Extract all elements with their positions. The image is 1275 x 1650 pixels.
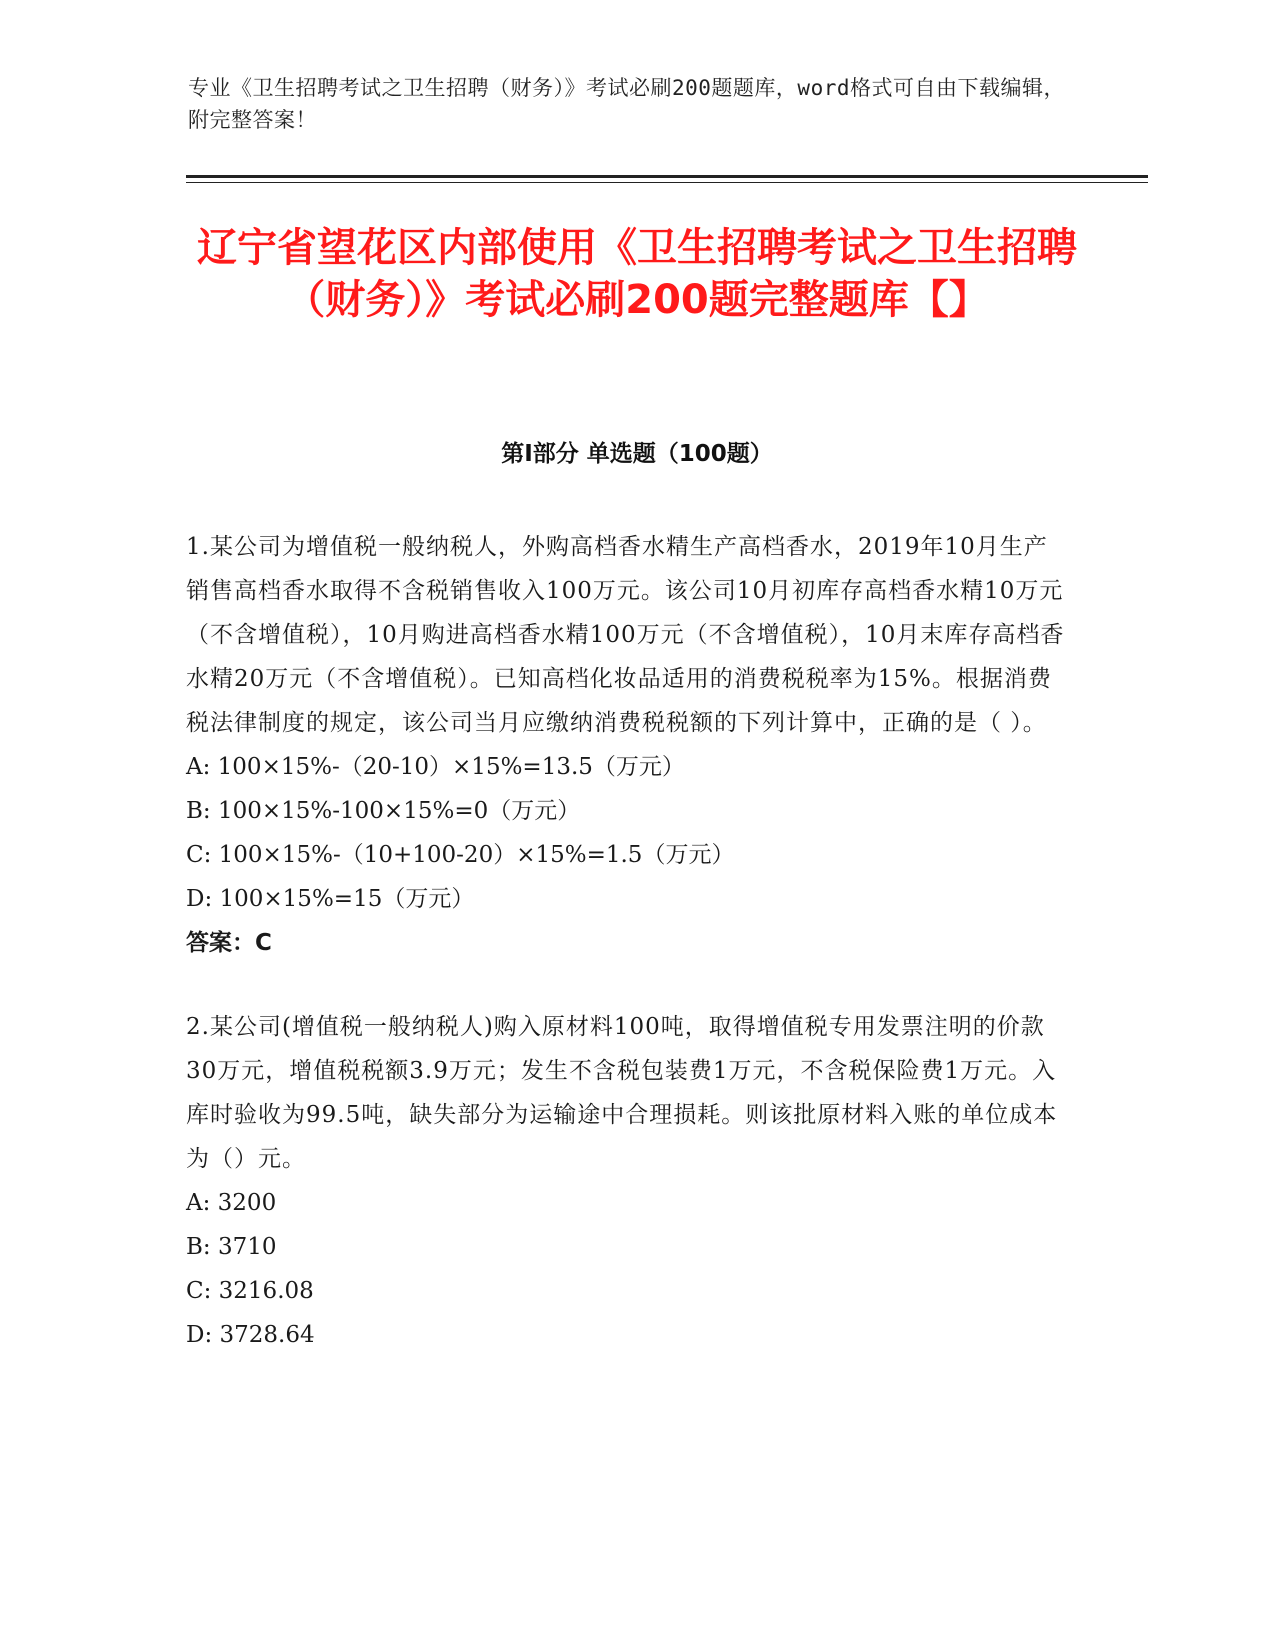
option-b: B: 3710 xyxy=(186,1234,277,1260)
header-note: 专业《卫生招聘考试之卫生招聘（财务）》考试必刷200题题库，word格式可自由下载编辑，附完整答案！ xyxy=(188,76,1065,132)
answer-label: 答案：C xyxy=(186,930,272,956)
section-heading: 第Ⅰ部分 单选题（100题） xyxy=(501,441,773,467)
option-b: B: 100×15%-100×15%=0（万元） xyxy=(186,798,581,824)
question-list xyxy=(186,525,1066,1397)
header-divider-thick xyxy=(186,175,1148,178)
option-c: C: 3216.08 xyxy=(186,1278,314,1304)
question-stem: 1.某公司为增值税一般纳税人，外购高档香水精生产高档香水，2019年10月生产销售高档香水取得不含税销售收入100万元。该公司10月初库存高档香水精10万元（不含增值税），10月购进高档香水精100万元（不含增值税），10月末库存高档香水精20万元（不含增值税）。已知高档化妆品适用的消费税税率为15%。根据消费税法律制度的规定，该公司当月应缴纳消费税税额的下列计算中，正确的是（ ）。 xyxy=(186,534,1065,736)
document-title: 辽宁省望花区内部使用《卫生招聘考试之卫生招聘（财务）》考试必刷200题完整题库【】 xyxy=(197,225,1077,323)
option-d: D: 100×15%=15（万元） xyxy=(186,886,475,912)
header-divider-thin xyxy=(186,182,1148,183)
option-c: C: 100×15%-（10+100-20）×15%=1.5（万元） xyxy=(186,842,735,868)
question-stem: 2.某公司(增值税一般纳税人)购入原材料100吨，取得增值税专用发票注明的价款30万元，增值税税额3.9万元；发生不含税包装费1万元，不含税保险费1万元。入库时验收为99.5吨，缺失部分为运输途中合理损耗。则该批原材料入账的单位成本为（）元。 xyxy=(186,1014,1058,1172)
question-1 xyxy=(186,525,1066,965)
option-a: A: 3200 xyxy=(186,1190,277,1216)
option-a: A: 100×15%-（20-10）×15%=13.5（万元） xyxy=(186,754,685,780)
question-2 xyxy=(186,1005,1066,1357)
option-d: D: 3728.64 xyxy=(186,1322,315,1348)
